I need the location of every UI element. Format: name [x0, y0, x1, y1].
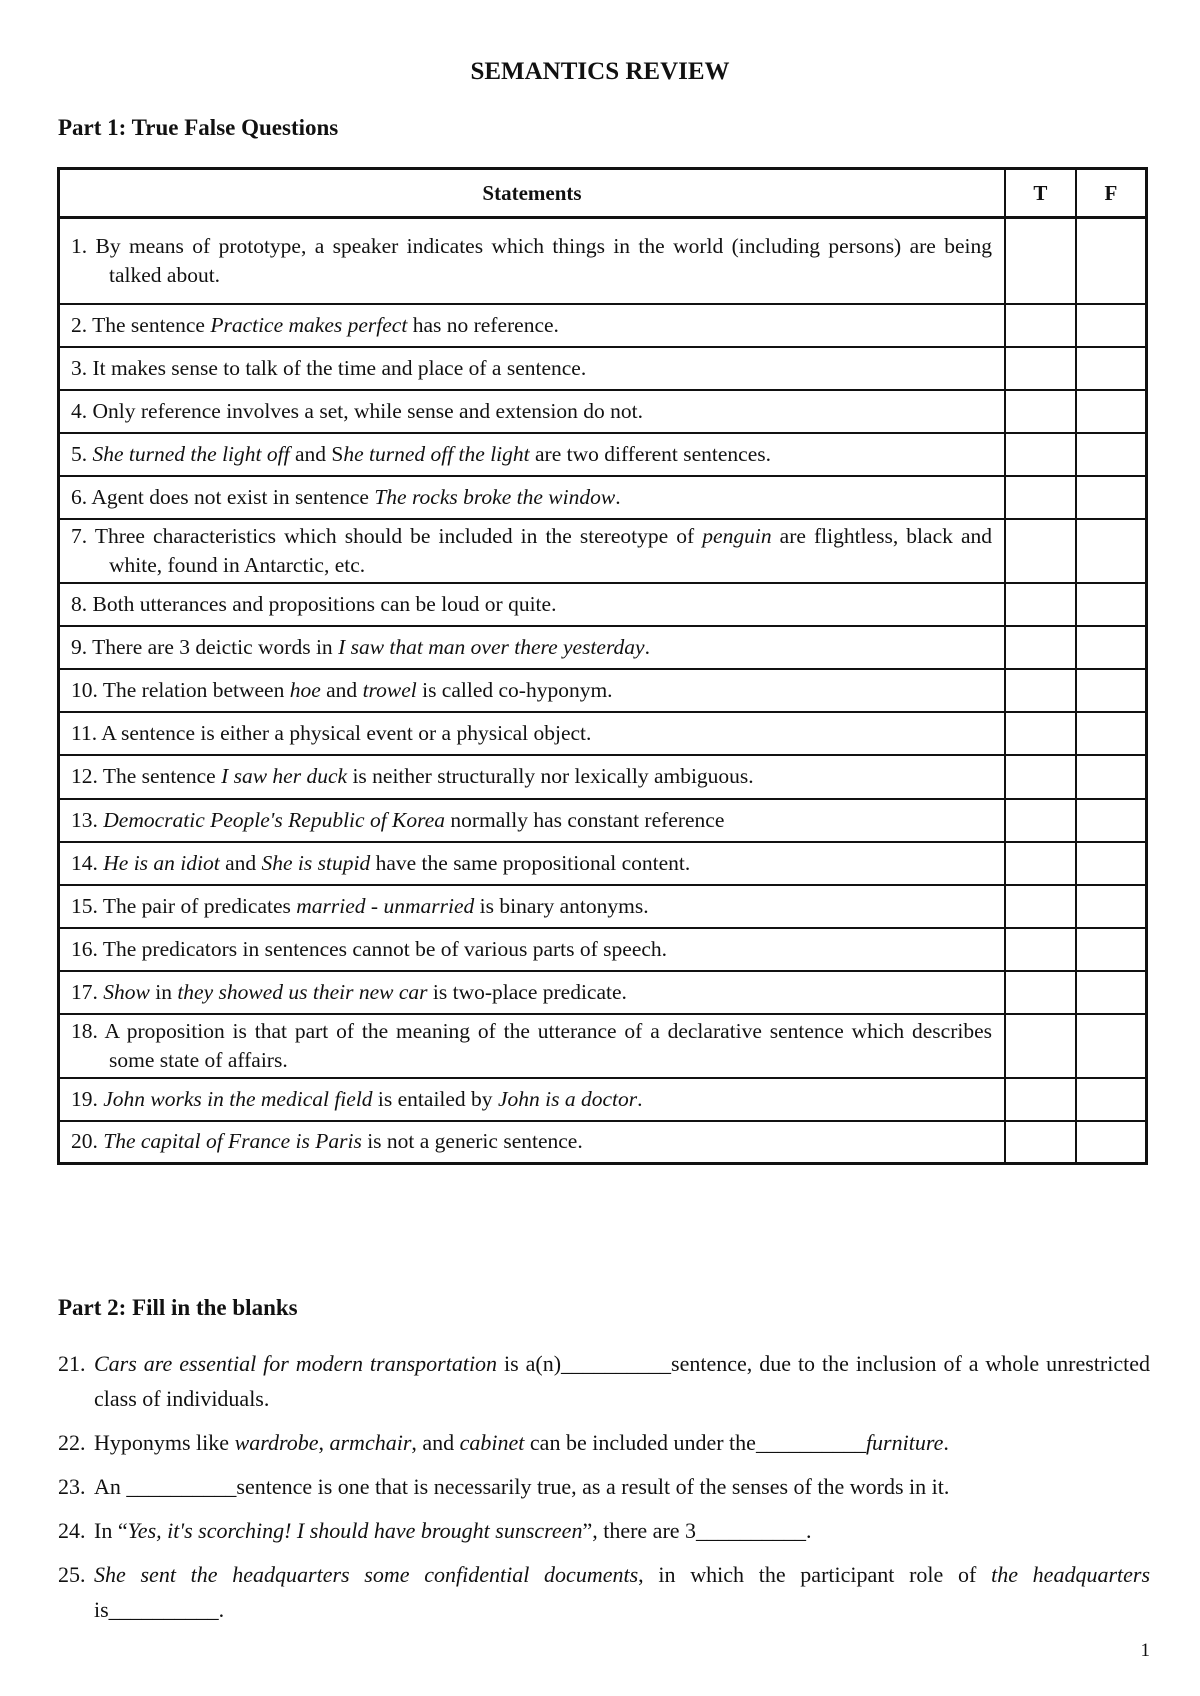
- statement-row: [59, 390, 1147, 433]
- italic-text: Show: [103, 979, 150, 1004]
- true-answer-box[interactable]: [1005, 390, 1076, 433]
- blank-question: [58, 1425, 1150, 1460]
- statement-row: [59, 842, 1147, 885]
- text-run: 8. Both utterances and propositions can be loud or quite.: [71, 591, 557, 616]
- text-run: .: [615, 484, 621, 509]
- text-run: is two-place predicate.: [427, 979, 627, 1004]
- text-run: Hyponyms like: [94, 1430, 235, 1455]
- text-run: have the same propositional content.: [370, 850, 691, 875]
- true-answer-box[interactable]: [1005, 626, 1076, 669]
- text-run: is not a generic sentence.: [361, 1129, 583, 1154]
- text-run: 13.: [71, 807, 104, 832]
- false-answer-box[interactable]: [1076, 712, 1147, 755]
- statement-text: [71, 440, 992, 469]
- text-run: , and: [411, 1430, 460, 1455]
- question-number: 24.: [58, 1518, 86, 1543]
- statement-cell: [59, 755, 1006, 799]
- text-run: 18. A proposition is that part of the meaning of the utterance of a declarative sentence which describes some state of affairs.: [71, 1018, 992, 1072]
- true-header: T: [1005, 169, 1076, 218]
- question-number: 25.: [58, 1562, 86, 1587]
- statement-text: [71, 978, 992, 1007]
- text-run: is neither structurally nor lexically ambiguous.: [347, 764, 754, 788]
- blank-question: [58, 1469, 1150, 1504]
- text-run: An __________sentence is one that is necessarily true, as a result of the senses of the words in it.: [94, 1474, 950, 1499]
- statement-row: [59, 971, 1147, 1014]
- statement-cell: [59, 583, 1006, 626]
- statement-text: [71, 633, 992, 662]
- text-run: ”, there are 3__________.: [582, 1518, 812, 1543]
- italic-text: married - unmarried: [296, 893, 475, 918]
- statement-row: [59, 1014, 1147, 1078]
- false-answer-box[interactable]: [1076, 304, 1147, 347]
- italic-text: Cars are essential for modern transportation: [94, 1351, 498, 1376]
- false-answer-box[interactable]: [1076, 218, 1147, 304]
- false-answer-box[interactable]: [1076, 885, 1147, 928]
- statement-row: [59, 1121, 1147, 1164]
- true-answer-box[interactable]: [1005, 885, 1076, 928]
- text-run: and S: [289, 441, 344, 466]
- statement-text: [71, 1127, 992, 1156]
- text-run: normally has constant reference: [445, 807, 725, 832]
- question-number: 23.: [58, 1474, 86, 1499]
- blank-question: [58, 1346, 1150, 1416]
- true-answer-box[interactable]: [1005, 928, 1076, 971]
- italic-text: the headquarters: [991, 1562, 1151, 1587]
- statement-cell: [59, 1014, 1006, 1078]
- text-run: 20.: [71, 1129, 104, 1154]
- text-run: are flightless, black and white, found in Antarctic, etc.: [109, 523, 992, 577]
- question-number: 22.: [58, 1430, 86, 1455]
- text-run: 17.: [71, 979, 104, 1004]
- text-run: 5.: [71, 441, 93, 466]
- statement-cell: [59, 885, 1006, 928]
- italic-text: She sent the headquarters some confidential documents: [94, 1562, 639, 1587]
- statement-row: [59, 433, 1147, 476]
- statement-text: [71, 676, 992, 705]
- text-run: 3. It makes sense to talk of the time and place of a sentence.: [71, 355, 587, 380]
- false-answer-box[interactable]: [1076, 1121, 1147, 1164]
- statement-text: [71, 522, 992, 580]
- italic-text: Yes, it's scorching! I should have brought sunscreen: [127, 1518, 583, 1543]
- italic-text: cabinet: [459, 1430, 525, 1455]
- text-run: .: [644, 634, 650, 659]
- part1-heading: Part 1: True False Questions: [58, 115, 339, 140]
- true-answer-box[interactable]: [1005, 1014, 1076, 1078]
- italic-text: I saw her duck: [221, 764, 348, 788]
- false-answer-box[interactable]: [1076, 583, 1147, 626]
- italic-text: he turned off the light: [343, 441, 530, 466]
- italic-text: they showed us their new car: [177, 979, 428, 1004]
- statement-text: [71, 935, 992, 964]
- italic-text: John works in the medical field: [103, 1086, 373, 1111]
- italic-text: trowel: [362, 677, 417, 702]
- text-run: In “: [94, 1518, 128, 1543]
- false-answer-box[interactable]: [1076, 390, 1147, 433]
- false-answer-box[interactable]: [1076, 433, 1147, 476]
- statement-cell: [59, 519, 1006, 583]
- false-answer-box[interactable]: [1076, 519, 1147, 583]
- text-run: are two different sentences.: [529, 441, 771, 466]
- text-run: 12. The sentence: [71, 764, 222, 788]
- true-answer-box[interactable]: [1005, 971, 1076, 1014]
- statement-cell: [59, 928, 1006, 971]
- statement-text: [71, 806, 992, 835]
- statement-row: [59, 1078, 1147, 1121]
- italic-text: furniture: [865, 1430, 944, 1455]
- blank-question: [58, 1513, 1150, 1548]
- statement-row: [59, 669, 1147, 712]
- true-answer-box[interactable]: [1005, 1078, 1076, 1121]
- text-run: is called co-hyponym.: [416, 677, 613, 702]
- text-run: and: [219, 850, 262, 875]
- false-answer-box[interactable]: [1076, 928, 1147, 971]
- statement-text: [71, 397, 992, 426]
- text-run: .: [943, 1430, 949, 1455]
- statement-text: [71, 354, 992, 383]
- text-run: ,: [318, 1430, 330, 1455]
- italic-text: She is stupid: [261, 850, 371, 875]
- table-header-row: [59, 169, 1147, 218]
- statements-body: [59, 218, 1147, 1164]
- statement-cell: [59, 1078, 1006, 1121]
- statement-cell: [59, 669, 1006, 712]
- text-run: and: [320, 677, 363, 702]
- statement-text: [71, 1085, 992, 1114]
- italic-text: John is a doctor: [497, 1086, 638, 1111]
- statement-cell: [59, 799, 1006, 842]
- true-answer-box[interactable]: [1005, 347, 1076, 390]
- text-run: has no reference.: [407, 312, 559, 337]
- statement-row: [59, 626, 1147, 669]
- statement-row: [59, 476, 1147, 519]
- statement-cell: [59, 390, 1006, 433]
- text-run: 1. By means of prototype, a speaker indicates which things in the world (including persons) are being talked about.: [71, 233, 992, 287]
- statement-text: [71, 1017, 992, 1075]
- statement-cell: [59, 304, 1006, 347]
- statement-row: [59, 885, 1147, 928]
- false-answer-box[interactable]: [1076, 971, 1147, 1014]
- true-answer-box[interactable]: [1005, 669, 1076, 712]
- italic-text: wardrobe: [234, 1430, 319, 1455]
- statement-cell: [59, 347, 1006, 390]
- statement-row: [59, 218, 1147, 304]
- statement-row: [59, 519, 1147, 583]
- text-run: 15. The pair of predicates: [71, 893, 297, 918]
- false-answer-box[interactable]: [1076, 842, 1147, 885]
- true-answer-box[interactable]: [1005, 583, 1076, 626]
- italic-text: Democratic People's Republic of Korea: [103, 807, 445, 832]
- part2-heading: Part 2: Fill in the blanks: [58, 1295, 298, 1320]
- text-run: .: [637, 1086, 643, 1111]
- false-answer-box[interactable]: [1076, 347, 1147, 390]
- italic-text: She turned the light off: [92, 441, 290, 466]
- true-answer-box[interactable]: [1005, 712, 1076, 755]
- true-false-table: [57, 167, 1148, 1165]
- statements-header: Statements: [59, 169, 1006, 218]
- false-answer-box[interactable]: [1076, 476, 1147, 519]
- italic-text: He is an idiot: [103, 850, 220, 875]
- blank-question: [58, 1557, 1150, 1627]
- statement-text: [71, 892, 992, 921]
- text-run: in: [149, 979, 178, 1004]
- statement-text: [71, 232, 992, 290]
- italic-text: armchair: [329, 1430, 412, 1455]
- statement-text: [71, 719, 992, 748]
- false-answer-box[interactable]: [1076, 669, 1147, 712]
- true-answer-box[interactable]: [1005, 519, 1076, 583]
- italic-text: penguin: [702, 523, 772, 548]
- statement-row: [59, 583, 1147, 626]
- italic-text: I saw that man over there yesterday: [338, 634, 645, 659]
- question-number: 21.: [58, 1351, 86, 1376]
- statement-text: [71, 590, 992, 619]
- true-answer-box[interactable]: [1005, 842, 1076, 885]
- statement-cell: [59, 1121, 1006, 1164]
- false-answer-box[interactable]: [1076, 1014, 1147, 1078]
- statement-cell: [59, 433, 1006, 476]
- statement-cell: [59, 712, 1006, 755]
- text-run: is__________.: [94, 1597, 225, 1622]
- statement-text: [71, 849, 992, 878]
- false-header: F: [1076, 169, 1147, 218]
- text-run: is binary antonyms.: [474, 893, 649, 918]
- statement-row: [59, 928, 1147, 971]
- text-run: 4. Only reference involves a set, while sense and extension do not.: [71, 398, 643, 423]
- italic-text: Practice makes perfect: [210, 312, 408, 337]
- italic-text: The rocks broke the window: [374, 484, 616, 509]
- statement-cell: [59, 842, 1006, 885]
- text-run: 6. Agent does not exist in sentence: [71, 484, 375, 509]
- statement-row: [59, 347, 1147, 390]
- statement-cell: [59, 218, 1006, 304]
- statement-text: [71, 762, 992, 791]
- true-answer-box[interactable]: [1005, 218, 1076, 304]
- true-answer-box[interactable]: [1005, 1121, 1076, 1164]
- statement-text: [71, 311, 992, 340]
- text-run: 16. The predicators in sentences cannot be of various parts of speech.: [71, 936, 668, 961]
- statement-row: [59, 712, 1147, 755]
- statement-cell: [59, 476, 1006, 519]
- false-answer-box[interactable]: [1076, 1078, 1147, 1121]
- text-run: , in which the participant role of: [638, 1562, 992, 1587]
- text-run: 11. A sentence is either a physical event or a physical object.: [71, 720, 592, 745]
- italic-text: The capital of France is Paris: [103, 1129, 362, 1154]
- statement-cell: [59, 971, 1006, 1014]
- text-run: 19.: [71, 1086, 104, 1111]
- text-run: is a(n)__________sentence, due to the inclusion of a whole unrestricted class of individuals.: [94, 1351, 1150, 1411]
- italic-text: hoe: [289, 677, 321, 702]
- text-run: 14.: [71, 850, 104, 875]
- statement-row: [59, 755, 1147, 799]
- false-answer-box[interactable]: [1076, 626, 1147, 669]
- true-answer-box[interactable]: [1005, 304, 1076, 347]
- fill-in-blank-list: [58, 1346, 1150, 1636]
- text-run: is entailed by: [372, 1086, 498, 1111]
- false-answer-box[interactable]: [1076, 755, 1147, 799]
- page-number: 1: [1140, 1640, 1150, 1661]
- text-run: 9. There are 3 deictic words in: [71, 634, 339, 659]
- true-answer-box[interactable]: [1005, 476, 1076, 519]
- statement-cell: [59, 626, 1006, 669]
- text-run: can be included under the__________: [524, 1430, 866, 1455]
- text-run: 7. Three characteristics which should be included in the stereotype of: [71, 523, 703, 548]
- text-run: 2. The sentence: [71, 312, 211, 337]
- text-run: 10. The relation between: [71, 677, 290, 702]
- true-answer-box[interactable]: [1005, 755, 1076, 799]
- true-answer-box[interactable]: [1005, 799, 1076, 842]
- statement-row: [59, 799, 1147, 842]
- true-answer-box[interactable]: [1005, 433, 1076, 476]
- statement-row: [59, 304, 1147, 347]
- document-title: SEMANTICS REVIEW: [470, 58, 730, 85]
- false-answer-box[interactable]: [1076, 799, 1147, 842]
- statement-text: [71, 483, 992, 512]
